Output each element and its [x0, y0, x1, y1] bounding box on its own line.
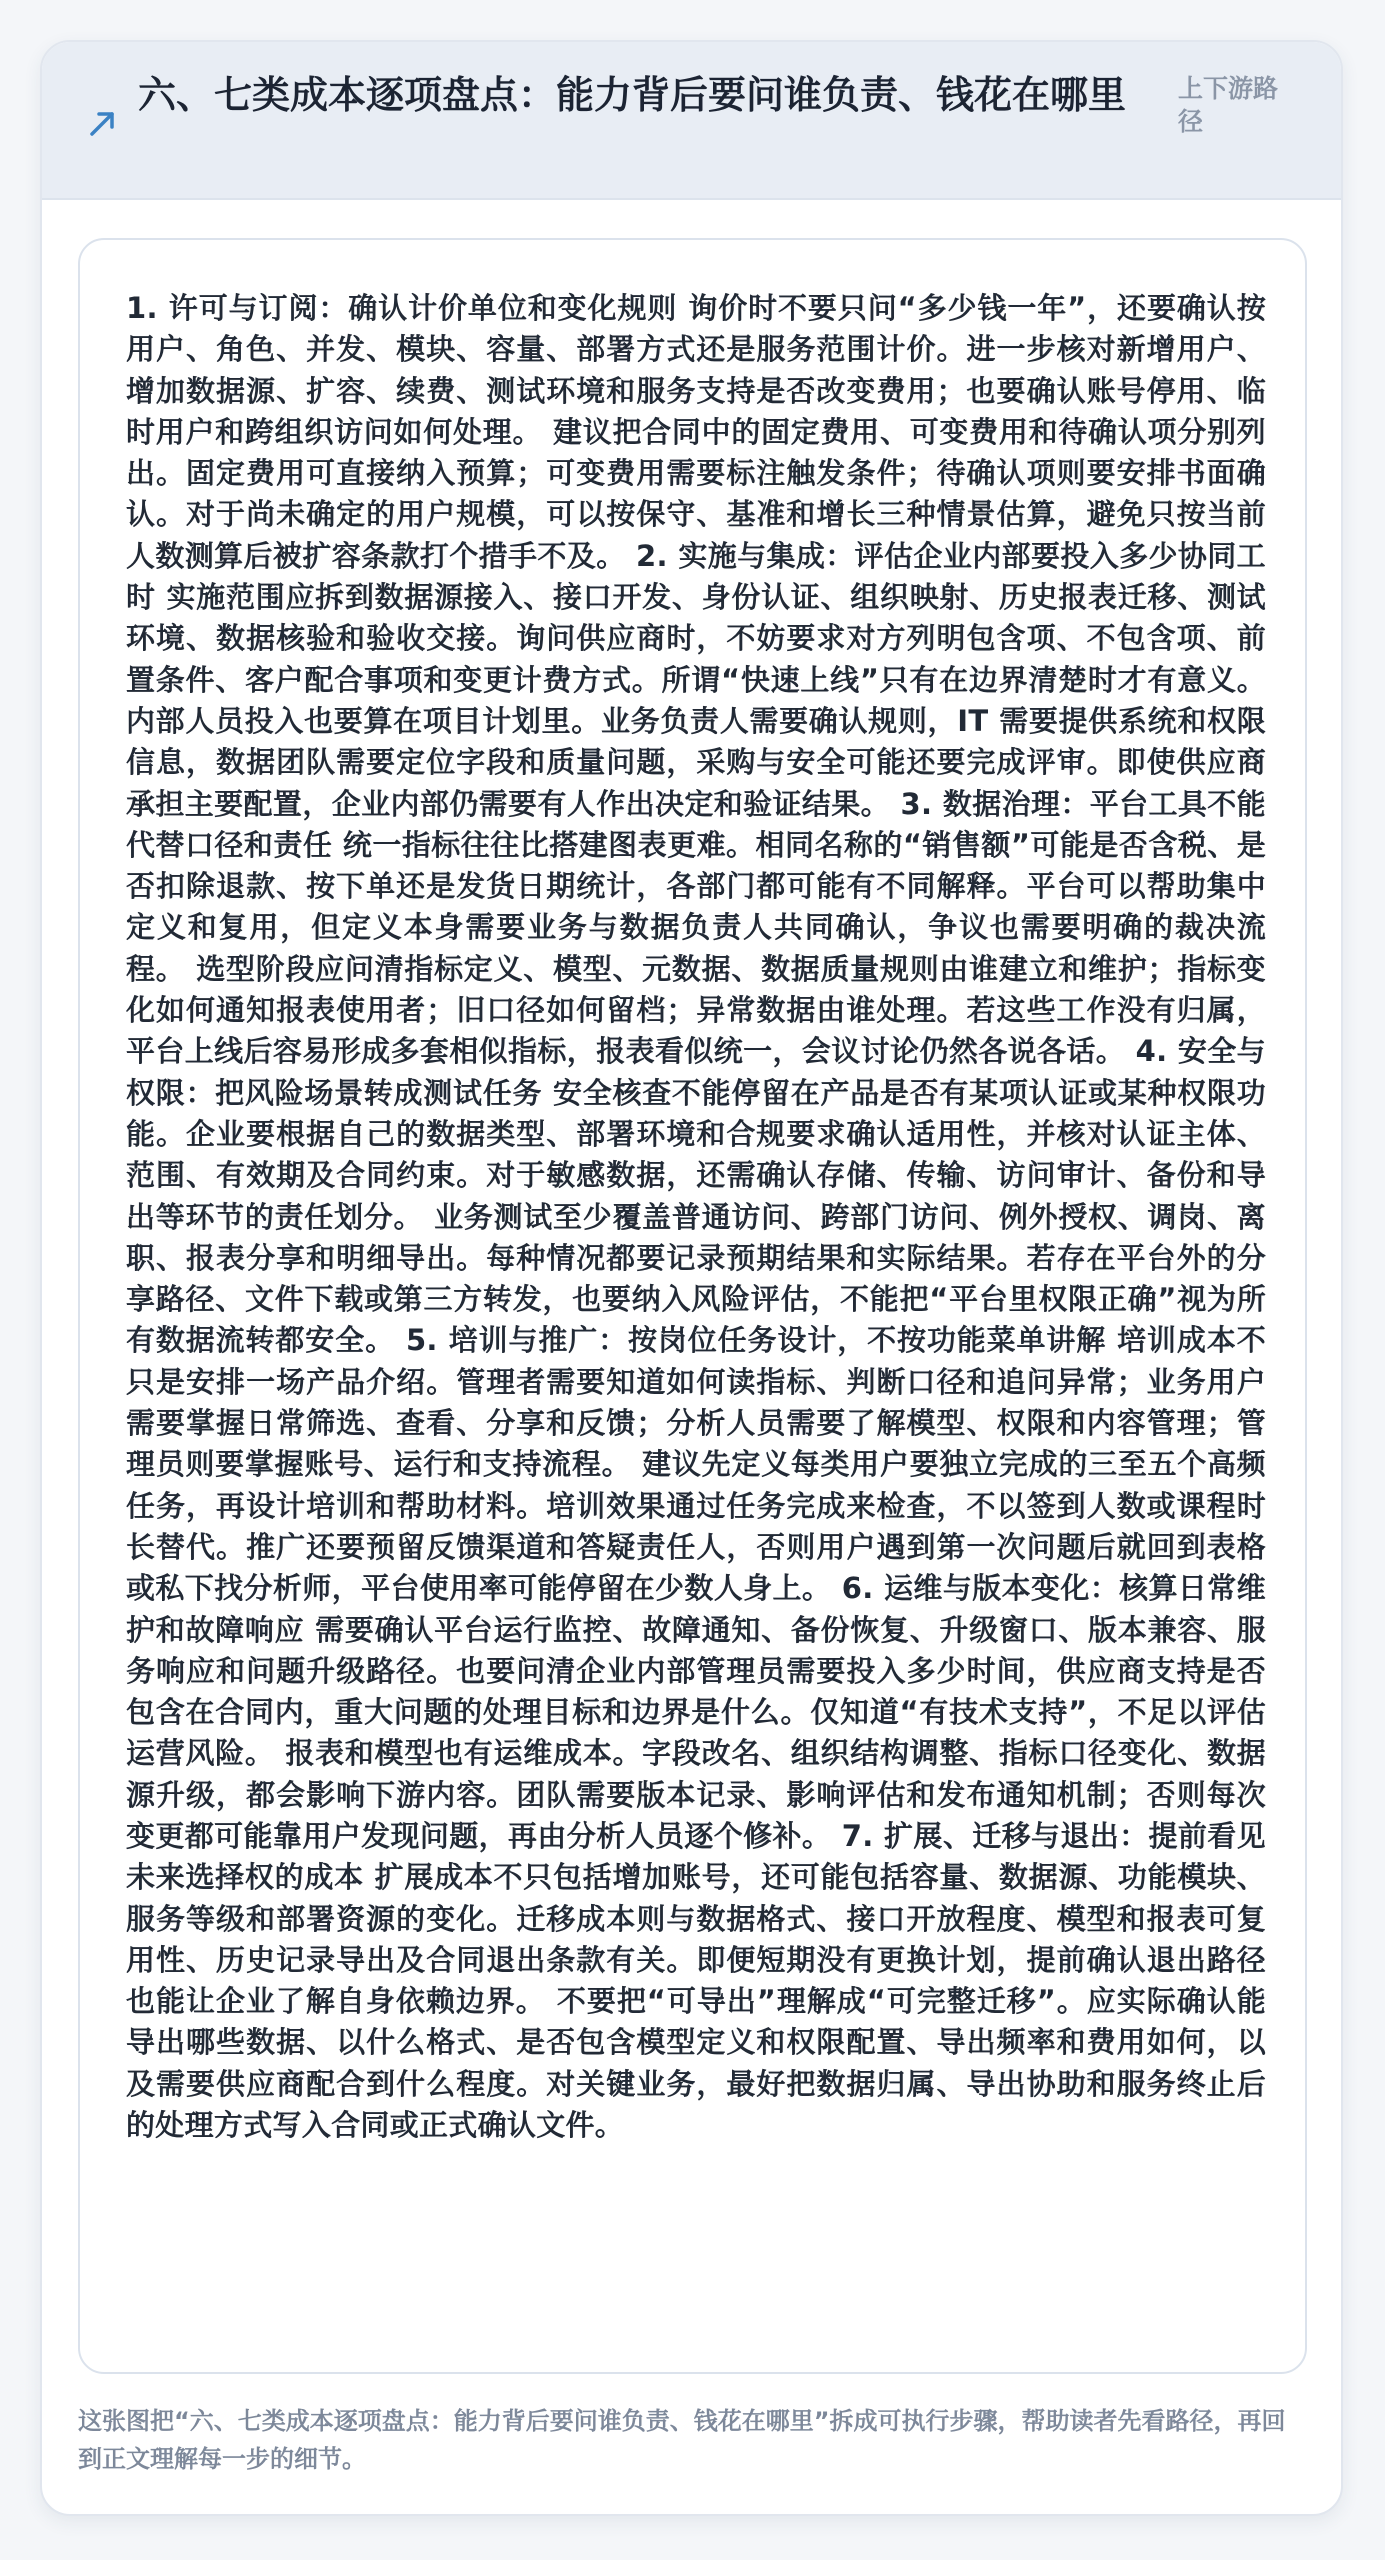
body-text: 1. 许可与订阅：确认计价单位和变化规则 询价时不要只问“多少钱一年”，还要确认按用户、角色、并发、模块、容量、部署方式还是服务范围计价。进一步核对新增用户、增加数据源、扩容、续费、测试环境和服务支持是否改变费用；也要确认账号停用、临时用户和跨组织访问如何处理。 建议把合同中的固定费用、可变费用和待确认项分别列出。固定费用可直接纳入预算；可变费用需要标注触发条件；待确认项则要安排书面确认。对于尚未确定的用户规模，可以按保守、基准和增长三种情景估算，避免只按当前人数测算后被扩容条款打个措手不及。 2. 实施与集成：评估企业内部要投入多少协同工时 实施范围应拆到数据源接入、接口开发、身份认证、组织映射、历史报表迁移、测试环境、数据核验和验收交接。询问供应商时，不妨要求对方列明包含项、不包含项、前置条件、客户配合事项和变更计费方式。所谓“快速上线”只有在边界清楚时才有意义。 内部人员投入也要算在项目计划里。业务负责人需要确认规则，IT 需要提供系统和权限信息，数据团队需要定位字段和质量问题，采购与安全可能还要完成评审。即使供应商承担主要配置，企业内部仍需要有人作出决定和验证结果。 3. 数据治理：平台工具不能代替口径和责任 统一指标往往比搭建图表更难。相同名称的“销售额”可能是否含税、是否扣除退款、按下单还是发货日期统计，各部门都可能有不同解释。平台可以帮助集中定义和复用，但定义本身需要业务与数据负责人共同确认，争议也需要明确的裁决流程。 选型阶段应问清指标定义、模型、元数据、数据质量规则由谁建立和维护；指标变化如何通知报表使用者；旧口径如何留档；异常数据由谁处理。若这些工作没有归属，平台上线后容易形成多套相似指标，报表看似统一，会议讨论仍然各说各话。 4. 安全与权限：把风险场景转成测试任务 安全核查不能停留在产品是否有某项认证或某种权限功能。企业要根据自己的数据类型、部署环境和合规要求确认适用性，并核对认证主体、范围、有效期及合同约束。对于敏感数据，还需确认存储、传输、访问审计、备份和导出等环节的责任划分。 业务测试至少覆盖普通访问、跨部门访问、例外授权、调岗、离职、报表分享和明细导出。每种情况都要记录预期结果和实际结果。若存在平台外的分享路径、文件下载或第三方转发，也要纳入风险评估，不能把“平台里权限正确”视为所有数据流转都安全。 5. 培训与推广：按岗位任务设计，不按功能菜单讲解 培训成本不只是安排一场产品介绍。管理者需要知道如何读指标、判断口径和追问异常；业务用户需要掌握日常筛选、查看、分享和反馈；分析人员需要了解模型、权限和内容管理；管理员则要掌握账号、运行和支持流程。 建议先定义每类用户要独立完成的三至五个高频任务，再设计培训和帮助材料。培训效果通过任务完成来检查，不以签到人数或课程时长替代。推广还要预留反馈渠道和答疑责任人，否则用户遇到第一次问题后就回到表格或私下找分析师，平台使用率可能停留在少数人身上。 6. 运维与版本变化：核算日常维护和故障响应 需要确认平台运行监控、故障通知、备份恢复、升级窗口、版本兼容、服务响应和问题升级路径。也要问清企业内部管理员需要投入多少时间，供应商支持是否包含在合同内，重大问题的处理目标和边界是什么。仅知道“有技术支持”，不足以评估运营风险。 报表和模型也有运维成本。字段改名、组织结构调整、指标口径变化、数据源升级，都会影响下游内容。团队需要版本记录、影响评估和发布通知机制；否则每次变更都可能靠用户发现问题，再由分析人员逐个修补。 7. 扩展、迁移与退出：提前看见未来选择权的成本 扩展成本不只包括增加账号，还可能包括容量、数据源、功能模块、服务等级和部署资源的变化。迁移成本则与数据格式、接口开放程度、模型和报表可复用性、历史记录导出及合同退出条款有关。即便短期没有更换计划，提前确认退出路径也能让企业了解自身依赖边界。 不要把“可导出”理解成“可完整迁移”。应实际确认能导出哪些数据、以什么格式、是否包含模型定义和权限配置、导出频率和费用如何，以及需要供应商配合到什么程度。对关键业务，最好把数据归属、导出协助和服务终止后的处理方式写入合同或正式确认文件。 [126, 291, 1266, 2143]
figure-caption: 这张图把“六、七类成本逐项盘点：能力背后要问谁负责、钱花在哪里”拆成可执行步骤，帮助读者先看路径，再回到正文理解每一步的细节。 [78, 2407, 1286, 2473]
page-title: 六、七类成本逐项盘点：能力背后要问谁负责、钱花在哪里 [138, 73, 1127, 117]
card-header [42, 42, 1341, 200]
arrow-up-right-icon [86, 106, 120, 140]
content-box [78, 238, 1307, 2374]
section-tag: 上下游路径 [1178, 74, 1279, 136]
content-card [40, 40, 1343, 2516]
